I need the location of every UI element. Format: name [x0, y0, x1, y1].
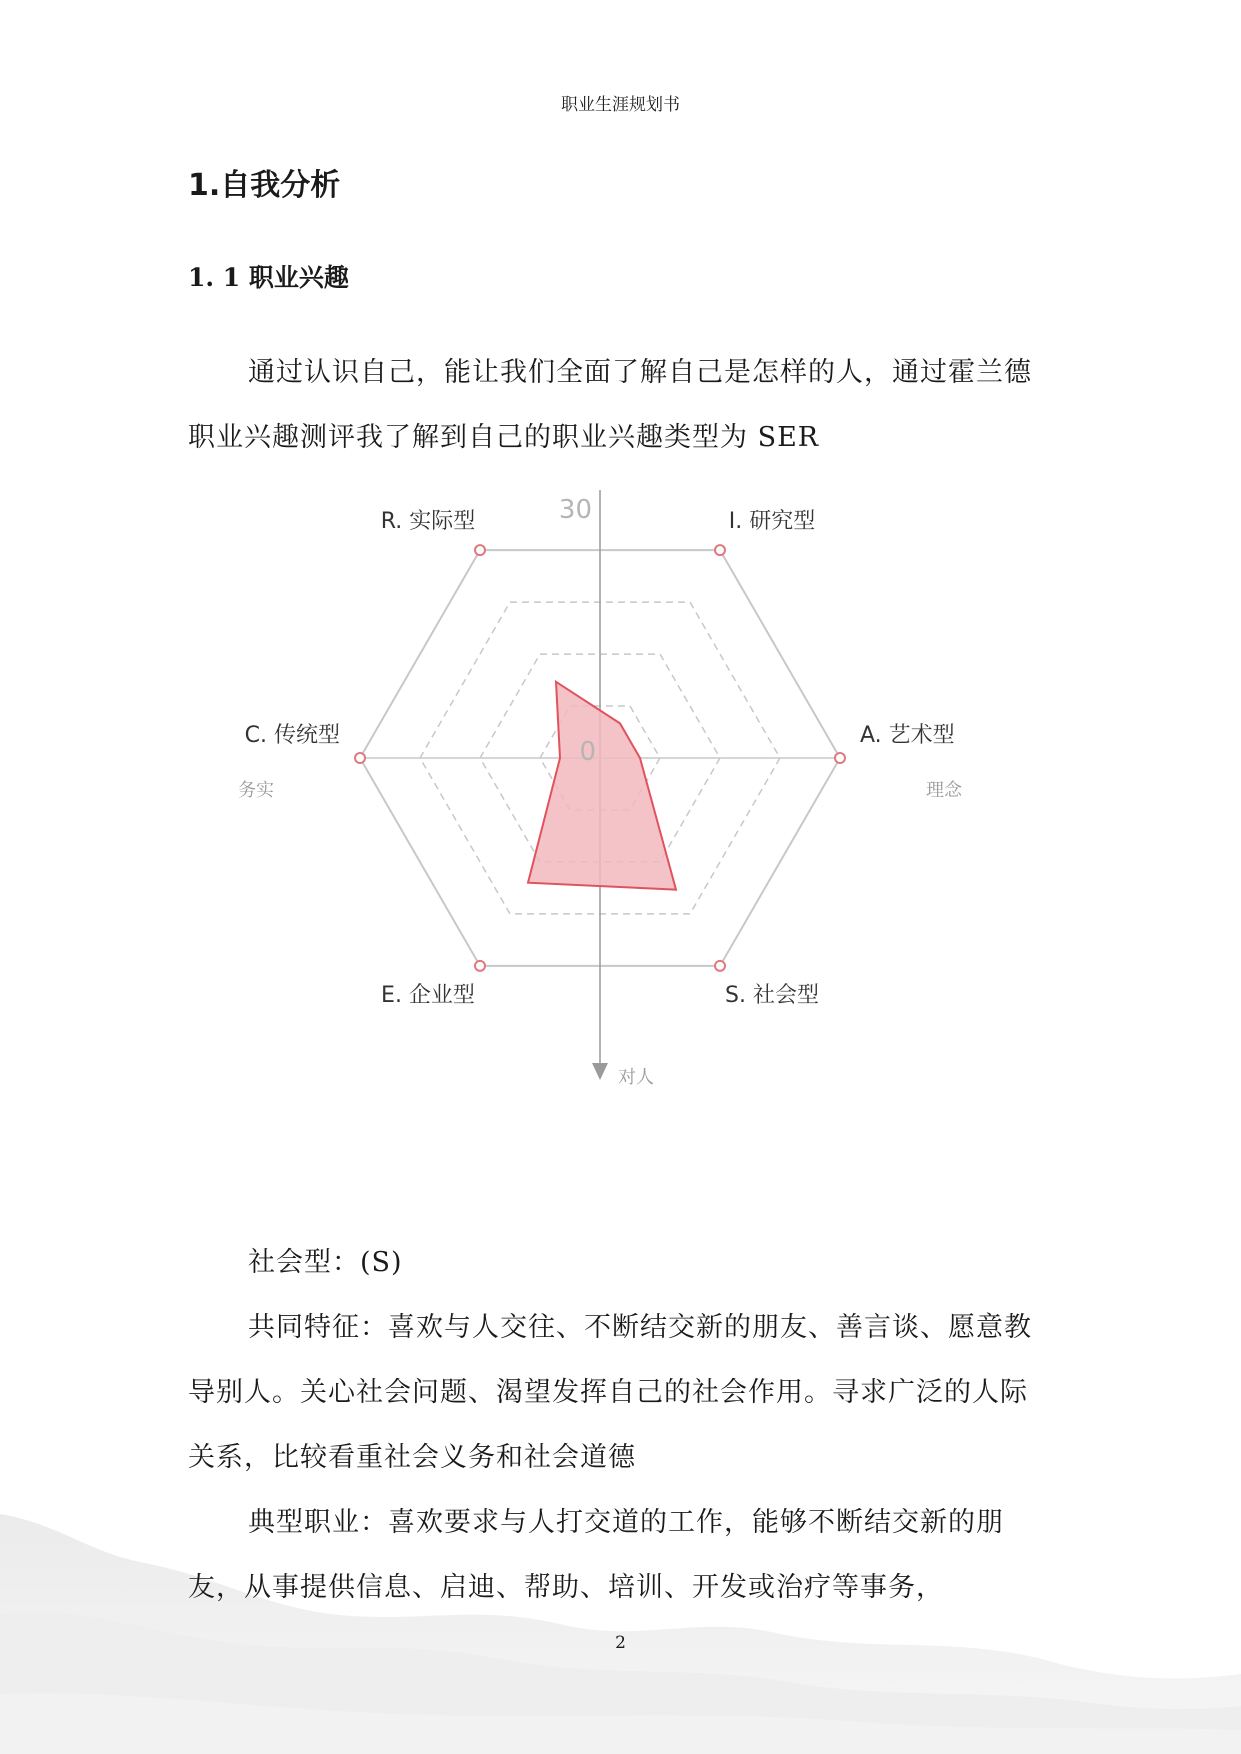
- holland-radar-chart: [190, 490, 1050, 1210]
- radar-vertex-marker: [715, 545, 725, 555]
- subsection-number: 1. 1: [188, 263, 249, 292]
- radar-vertex-marker: [715, 961, 725, 971]
- radar-axis-label: R. 实际型: [380, 509, 476, 535]
- social-type-line: 社会型：(S): [248, 1247, 403, 1278]
- radar-vertex-marker: [835, 753, 845, 763]
- arrow-down-icon: [592, 1063, 608, 1080]
- radar-vertex-marker: [355, 753, 365, 763]
- radar-data-area: [528, 682, 676, 890]
- direction-label-left: 务实: [238, 780, 274, 801]
- common-traits-paragraph: 共同特征：喜欢与人交往、不断结交新的朋友、善言谈、愿意教导别人。关心社会问题、渴望发挥自己的社会作用。寻求广泛的人际关系，比较看重社会义务和社会道德: [188, 1312, 1032, 1473]
- intro-paragraph: 通过认识自己，能让我们全面了解自己是怎样的人，通过霍兰德职业兴趣测评我了解到自己的职业兴趣类型为 SER: [188, 357, 1032, 453]
- page-header: 职业生涯规划书: [561, 95, 680, 115]
- radar-axis-label: I. 研究型: [728, 509, 816, 535]
- subsection-heading: [188, 258, 349, 294]
- radar-axis-label: S. 社会型: [725, 982, 819, 1008]
- scale-max-label: 30: [558, 495, 592, 525]
- scale-min-label: 0: [579, 737, 596, 767]
- radar-vertex-marker: [475, 961, 485, 971]
- direction-label-right: 理念: [926, 780, 962, 801]
- social-type-section: [188, 1230, 1054, 1620]
- radar-vertex-marker: [475, 545, 485, 555]
- page-number: 2: [615, 1633, 626, 1653]
- direction-label-bottom: 对人: [618, 1067, 654, 1088]
- section-heading: 1.自我分析: [188, 168, 341, 203]
- radar-axis-label: A. 艺术型: [860, 723, 955, 748]
- typical-jobs-paragraph: 典型职业：喜欢要求与人打交道的工作，能够不断结交新的朋友，从事提供信息、启迪、帮助、培训、开发或治疗等事务，: [188, 1507, 1004, 1603]
- radar-axis-label: C. 传统型: [244, 723, 340, 748]
- radar-axis-label: E. 企业型: [381, 982, 475, 1008]
- subsection-title: 职业兴趣: [248, 263, 349, 292]
